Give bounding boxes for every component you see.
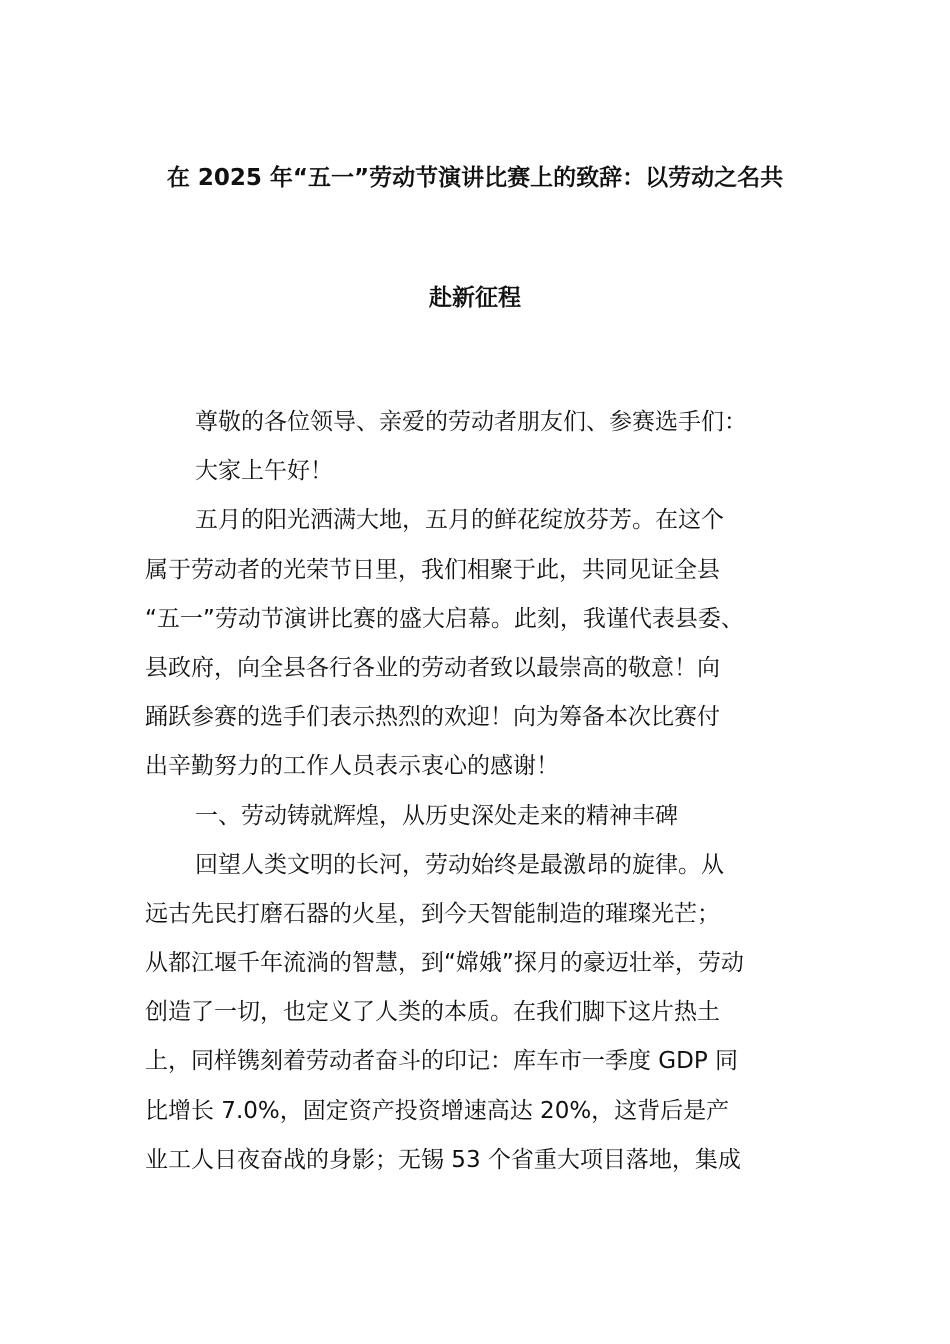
- paragraph-line: 属于劳动者的光荣节日里，我们相聚于此，共同见证全县: [145, 556, 720, 583]
- section-heading: 一、劳动铸就辉煌，从历史深处走来的精神丰碑: [195, 802, 678, 829]
- paragraph-line: 五月的阳光洒满大地，五月的鲜花绽放芬芳。在这个: [195, 507, 724, 534]
- salutation: 尊敬的各位领导、亲爱的劳动者朋友们、参赛选手们：: [195, 409, 747, 435]
- document-body: [145, 402, 805, 1189]
- paragraph-line: 县政府，向全县各行各业的劳动者致以最崇高的敬意！向: [145, 654, 720, 681]
- paragraph-line: 出辛勤努力的工作人员表示衷心的感谢！: [145, 753, 559, 780]
- paragraph-line: 创造了一切，也定义了人类的本质。在我们脚下这片热土: [145, 999, 720, 1026]
- paragraph-line: 比增长 7.0%，固定资产投资增速高达 20%，这背后是产: [145, 1097, 730, 1124]
- greeting: 大家上午好！: [195, 458, 333, 485]
- document-title-line-1: 在 2025 年“五一”劳动节演讲比赛上的致辞：以劳动之名共: [166, 165, 784, 191]
- paragraph-line: “五一”劳动节演讲比赛的盛大启幕。此刻，我谨代表县委、: [145, 605, 744, 632]
- paragraph-line: 业工人日夜奋战的身影；无锡 53 个省重大项目落地，集成: [145, 1146, 741, 1173]
- document-title-line-2: 赴新征程: [429, 285, 521, 311]
- paragraph-line: 上，同样镌刻着劳动者奋斗的印记：库车市一季度 GDP 同: [145, 1048, 739, 1075]
- paragraph-line: 踊跃参赛的选手们表示热烈的欢迎！向为筹备本次比赛付: [145, 704, 720, 731]
- paragraph-line: 远古先民打磨石器的火星，到今天智能制造的璀璨光芒；: [145, 900, 720, 927]
- paragraph-line: 回望人类文明的长河，劳动始终是最激昂的旋律。从: [195, 851, 724, 878]
- paragraph-line: 从都江堰千年流淌的智慧，到“嫦娥”探月的豪迈壮举，劳动: [145, 950, 744, 977]
